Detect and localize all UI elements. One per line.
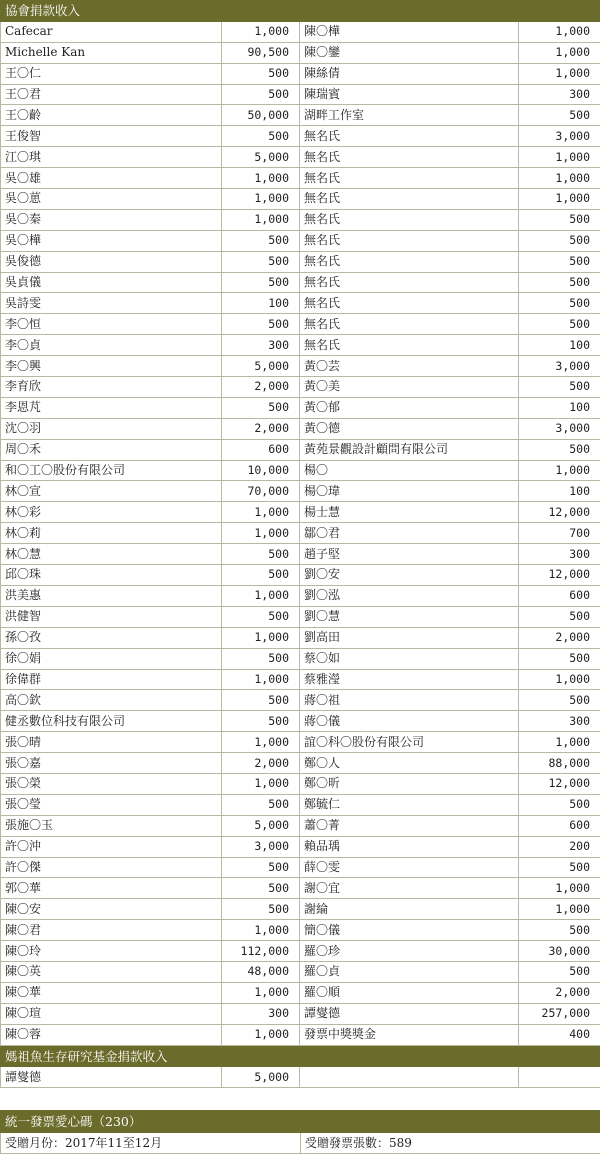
- donor-name: 薛〇雯: [300, 857, 519, 878]
- donation-amount: 500: [519, 439, 600, 460]
- donor-name: 王俊智: [1, 126, 222, 147]
- donation-amount: 500: [222, 272, 300, 293]
- donor-name: 鄭〇人: [300, 753, 519, 774]
- table-row: [1, 209, 600, 230]
- donation-amount: 1,000: [222, 502, 300, 523]
- donor-name: 王〇齡: [1, 105, 222, 126]
- donation-amount: 5,000: [222, 815, 300, 836]
- donation-amount: 500: [222, 397, 300, 418]
- donation-amount: 500: [222, 63, 300, 84]
- donor-name: 孫〇孜: [1, 627, 222, 648]
- donor-name: 黃〇美: [300, 377, 519, 398]
- table-row: [1, 773, 600, 794]
- donation-amount: 1,000: [222, 189, 300, 210]
- donation-amount: 300: [222, 335, 300, 356]
- donation-amount: 100: [519, 335, 600, 356]
- donation-amount: 1,000: [519, 63, 600, 84]
- invoice-month: 受贈月份：2017年11至12月: [1, 1132, 301, 1154]
- donation-amount: [519, 1067, 600, 1088]
- donation-amount: 1,000: [222, 209, 300, 230]
- donation-amount: 300: [519, 84, 600, 105]
- donor-name: 張施〇玉: [1, 815, 222, 836]
- table-row: [1, 878, 600, 899]
- table-row: [1, 627, 600, 648]
- donation-amount: 500: [519, 209, 600, 230]
- donation-amount: 500: [222, 711, 300, 732]
- donor-name: 陳〇安: [1, 899, 222, 920]
- table-row: [1, 251, 600, 272]
- donor-name: 吳詩雯: [1, 293, 222, 314]
- table-row: [1, 565, 600, 586]
- donor-name: 陳〇瑄: [1, 1003, 222, 1024]
- donation-amount: 1,000: [519, 732, 600, 753]
- table-row: [1, 377, 600, 398]
- donor-name: 陳〇英: [1, 961, 222, 982]
- donor-name: 蔣〇儀: [300, 711, 519, 732]
- donor-name: 黃〇芸: [300, 356, 519, 377]
- donor-name: 羅〇貞: [300, 961, 519, 982]
- donation-amount: 2,000: [519, 627, 600, 648]
- donation-amount: 600: [222, 439, 300, 460]
- donation-amount: 600: [519, 815, 600, 836]
- donor-name: 李〇恒: [1, 314, 222, 335]
- table-row: [1, 1067, 600, 1088]
- donation-amount: 88,000: [519, 753, 600, 774]
- section-spacer: [0, 1088, 600, 1110]
- donor-name: 黃〇德: [300, 418, 519, 439]
- donor-name: 陳〇君: [1, 920, 222, 941]
- donor-name: 和〇工〇股份有限公司: [1, 460, 222, 481]
- donor-name: 吳〇雄: [1, 168, 222, 189]
- donor-name: 吳〇葸: [1, 189, 222, 210]
- donation-amount: 1,000: [222, 585, 300, 606]
- table-row: [1, 544, 600, 565]
- donor-name: 高〇欽: [1, 690, 222, 711]
- donor-name: 楊〇: [300, 460, 519, 481]
- donation-amount: 500: [519, 857, 600, 878]
- donor-name: 蕭〇菁: [300, 815, 519, 836]
- donation-amount: 3,000: [519, 126, 600, 147]
- donation-amount: 500: [519, 314, 600, 335]
- table-row: [1, 230, 600, 251]
- donor-name: 吳貞儀: [1, 272, 222, 293]
- donation-amount: 500: [222, 794, 300, 815]
- donor-name: [300, 1067, 519, 1088]
- donor-name: 郭〇華: [1, 878, 222, 899]
- donation-amount: 1,000: [222, 21, 300, 42]
- table-row: [1, 293, 600, 314]
- donation-amount: 1,000: [222, 669, 300, 690]
- donor-name: 黃苑景觀設計顧問有限公司: [300, 439, 519, 460]
- table-row: [1, 920, 600, 941]
- donation-amount: 500: [519, 377, 600, 398]
- donation-amount: 1,000: [222, 920, 300, 941]
- donor-name: 譚燮德: [300, 1003, 519, 1024]
- donation-amount: 500: [222, 544, 300, 565]
- table-row: [1, 502, 600, 523]
- table-row: [1, 168, 600, 189]
- donor-name: 王〇君: [1, 84, 222, 105]
- donation-amount: 500: [222, 878, 300, 899]
- donor-name: 張〇榮: [1, 773, 222, 794]
- table-row: [1, 711, 600, 732]
- table-row: [1, 606, 600, 627]
- donation-amount: 1,000: [519, 147, 600, 168]
- donor-name: 江〇琪: [1, 147, 222, 168]
- association-donation-title: 協會捐款收入: [1, 1, 600, 22]
- donor-name: 陳〇玲: [1, 941, 222, 962]
- donation-amount: 12,000: [519, 502, 600, 523]
- donation-amount: 70,000: [222, 481, 300, 502]
- donor-name: 徐〇娟: [1, 648, 222, 669]
- donor-name: 陳〇樺: [300, 21, 519, 42]
- donor-name: 羅〇珍: [300, 941, 519, 962]
- donation-amount: 600: [519, 585, 600, 606]
- donor-name: 楊〇瑋: [300, 481, 519, 502]
- donation-amount: 1,000: [222, 627, 300, 648]
- table-row: [1, 63, 600, 84]
- donation-amount: 500: [222, 251, 300, 272]
- donation-amount: 10,000: [222, 460, 300, 481]
- donor-name: 趙子堅: [300, 544, 519, 565]
- donation-amount: 48,000: [222, 961, 300, 982]
- donor-name: 蔡雅瀅: [300, 669, 519, 690]
- donation-amount: 500: [519, 794, 600, 815]
- donor-name: 吳〇秦: [1, 209, 222, 230]
- donation-amount: 1,000: [519, 21, 600, 42]
- donation-amount: 500: [222, 857, 300, 878]
- dolphin-fund-title: 媽祖魚生存研究基金捐款收入: [1, 1046, 600, 1067]
- donation-amount: 1,000: [222, 1024, 300, 1045]
- table-row: [1, 941, 600, 962]
- table-row: [1, 753, 600, 774]
- donation-amount: 30,000: [519, 941, 600, 962]
- donation-amount: 1,000: [222, 773, 300, 794]
- donor-name: 林〇慧: [1, 544, 222, 565]
- donor-name: 吳〇樺: [1, 230, 222, 251]
- table-row: [1, 439, 600, 460]
- donation-amount: 500: [222, 899, 300, 920]
- donor-name: 無名氏: [300, 209, 519, 230]
- donor-name: 張〇嘉: [1, 753, 222, 774]
- donor-name: 徐偉群: [1, 669, 222, 690]
- donation-amount: 1,000: [519, 460, 600, 481]
- table-row: [1, 105, 600, 126]
- donor-name: 洪健智: [1, 606, 222, 627]
- donation-amount: 3,000: [519, 356, 600, 377]
- donation-amount: 1,000: [519, 42, 600, 63]
- donor-name: Cafecar: [1, 21, 222, 42]
- donation-amount: 1,000: [222, 982, 300, 1003]
- donation-amount: 1,000: [519, 168, 600, 189]
- donor-name: Michelle Kan: [1, 42, 222, 63]
- table-row: [1, 523, 600, 544]
- donor-name: 陳〇鑾: [300, 42, 519, 63]
- donor-name: 王〇仁: [1, 63, 222, 84]
- table-row: [1, 794, 600, 815]
- donor-name: 周〇禾: [1, 439, 222, 460]
- table-row: [1, 585, 600, 606]
- donation-amount: 1,000: [222, 732, 300, 753]
- donor-name: 李〇興: [1, 356, 222, 377]
- donation-amount: 5,000: [222, 356, 300, 377]
- donation-amount: 500: [519, 920, 600, 941]
- donation-amount: 500: [222, 565, 300, 586]
- donation-amount: 2,000: [519, 982, 600, 1003]
- donation-amount: 500: [222, 314, 300, 335]
- donation-amount: 1,000: [519, 669, 600, 690]
- donor-name: 無名氏: [300, 293, 519, 314]
- donor-name: 楊士慧: [300, 502, 519, 523]
- donation-amount: 500: [519, 606, 600, 627]
- table-row: [1, 1024, 600, 1045]
- donation-amount: 2,000: [222, 753, 300, 774]
- donation-amount: 50,000: [222, 105, 300, 126]
- donor-name: 無名氏: [300, 126, 519, 147]
- donor-name: 黃〇郁: [300, 397, 519, 418]
- table-row: [1, 899, 600, 920]
- donation-amount: 500: [222, 84, 300, 105]
- donor-name: 許〇沖: [1, 836, 222, 857]
- table-row: [1, 42, 600, 63]
- donor-name: 劉高田: [300, 627, 519, 648]
- donation-amount: 500: [222, 126, 300, 147]
- donation-amount: 300: [519, 544, 600, 565]
- dolphin-fund-table: [0, 1046, 600, 1089]
- table-row: [1, 836, 600, 857]
- table-row: [1, 84, 600, 105]
- table-row: [1, 356, 600, 377]
- donor-name: 邱〇珠: [1, 565, 222, 586]
- donor-name: 誼〇科〇股份有限公司: [300, 732, 519, 753]
- donation-amount: 500: [222, 690, 300, 711]
- table-row: [1, 272, 600, 293]
- donation-amount: 3,000: [222, 836, 300, 857]
- donor-name: 謝〇宜: [300, 878, 519, 899]
- donation-amount: 500: [519, 961, 600, 982]
- donation-amount: 3,000: [519, 418, 600, 439]
- donation-amount: 700: [519, 523, 600, 544]
- table-row: [1, 21, 600, 42]
- donation-amount: 500: [519, 648, 600, 669]
- donation-amount: 100: [519, 481, 600, 502]
- donor-name: 劉〇泓: [300, 585, 519, 606]
- donor-name: 賴品瑀: [300, 836, 519, 857]
- donation-amount: 500: [519, 690, 600, 711]
- table-row: [1, 335, 600, 356]
- donation-amount: 1,000: [519, 878, 600, 899]
- donation-amount: 500: [222, 606, 300, 627]
- donation-amount: 100: [222, 293, 300, 314]
- table-row: [1, 481, 600, 502]
- donor-name: 簡〇儀: [300, 920, 519, 941]
- donor-name: 張〇瑩: [1, 794, 222, 815]
- table-row: [1, 982, 600, 1003]
- donor-name: 陳絲倩: [300, 63, 519, 84]
- table-row: [1, 961, 600, 982]
- donation-amount: 5,000: [222, 147, 300, 168]
- donation-amount: 500: [222, 648, 300, 669]
- donation-amount: 400: [519, 1024, 600, 1045]
- donor-name: 無名氏: [300, 335, 519, 356]
- table-row: [1, 189, 600, 210]
- donor-name: 洪美惠: [1, 585, 222, 606]
- table-row: [1, 648, 600, 669]
- table-row: [1, 690, 600, 711]
- donor-name: 張〇晴: [1, 732, 222, 753]
- table-row: [1, 732, 600, 753]
- donor-name: 無名氏: [300, 272, 519, 293]
- donor-name: 李〇貞: [1, 335, 222, 356]
- invoice-donation-title: 統一發票愛心碼（230）: [1, 1111, 600, 1133]
- table-row: [1, 397, 600, 418]
- donor-name: 李恩芃: [1, 397, 222, 418]
- table-row: [1, 314, 600, 335]
- donor-name: 林〇彩: [1, 502, 222, 523]
- invoice-count: 受贈發票張數：589: [301, 1132, 600, 1154]
- donation-amount: 112,000: [222, 941, 300, 962]
- donor-name: 蔣〇祖: [300, 690, 519, 711]
- donor-name: 林〇宣: [1, 481, 222, 502]
- donation-amount: 500: [519, 105, 600, 126]
- donation-amount: 500: [519, 251, 600, 272]
- donation-amount: 1,000: [222, 168, 300, 189]
- donor-name: 謝綸: [300, 899, 519, 920]
- donor-name: 鄭〇昕: [300, 773, 519, 794]
- donor-name: 蔡〇如: [300, 648, 519, 669]
- donation-amount: 257,000: [519, 1003, 600, 1024]
- donor-name: 湖畔工作室: [300, 105, 519, 126]
- donor-name: 鄭毓仁: [300, 794, 519, 815]
- donor-name: 羅〇順: [300, 982, 519, 1003]
- donor-name: 林〇莉: [1, 523, 222, 544]
- donor-name: 陳〇蓉: [1, 1024, 222, 1045]
- donor-name: 無名氏: [300, 189, 519, 210]
- donor-name: 李育欣: [1, 377, 222, 398]
- donation-amount: 1,000: [519, 899, 600, 920]
- donor-name: 無名氏: [300, 251, 519, 272]
- donor-name: 發票中獎獎金: [300, 1024, 519, 1045]
- donor-name: 劉〇安: [300, 565, 519, 586]
- donor-name: 許〇傑: [1, 857, 222, 878]
- donor-name: 無名氏: [300, 168, 519, 189]
- table-row: [1, 418, 600, 439]
- donation-amount: 300: [222, 1003, 300, 1024]
- donor-name: 鄒〇君: [300, 523, 519, 544]
- donor-name: 劉〇慧: [300, 606, 519, 627]
- donor-name: 無名氏: [300, 230, 519, 251]
- donor-name: 譚燮德: [1, 1067, 222, 1088]
- donation-amount: 300: [519, 711, 600, 732]
- table-row: [1, 460, 600, 481]
- donation-amount: 200: [519, 836, 600, 857]
- table-row: [1, 857, 600, 878]
- donor-name: 健丞數位科技有限公司: [1, 711, 222, 732]
- table-row: [1, 669, 600, 690]
- invoice-donation-table: [0, 1110, 600, 1154]
- donation-amount: 90,500: [222, 42, 300, 63]
- donor-name: 吳俊德: [1, 251, 222, 272]
- donor-name: 沈〇羽: [1, 418, 222, 439]
- donor-name: 無名氏: [300, 147, 519, 168]
- donation-amount: 500: [519, 230, 600, 251]
- donation-amount: 2,000: [222, 418, 300, 439]
- table-row: [1, 147, 600, 168]
- donor-name: 陳瑞賓: [300, 84, 519, 105]
- donation-amount: 100: [519, 397, 600, 418]
- donation-amount: 12,000: [519, 565, 600, 586]
- donation-amount: 500: [519, 293, 600, 314]
- donor-name: 陳〇華: [1, 982, 222, 1003]
- table-row: [1, 126, 600, 147]
- donation-amount: 12,000: [519, 773, 600, 794]
- donation-amount: 5,000: [222, 1067, 300, 1088]
- donation-amount: 500: [222, 230, 300, 251]
- donor-name: 無名氏: [300, 314, 519, 335]
- table-row: [1, 1003, 600, 1024]
- table-row: [1, 815, 600, 836]
- donation-amount: 1,000: [519, 189, 600, 210]
- donation-amount: 2,000: [222, 377, 300, 398]
- donation-amount: 500: [519, 272, 600, 293]
- donation-amount: 1,000: [222, 523, 300, 544]
